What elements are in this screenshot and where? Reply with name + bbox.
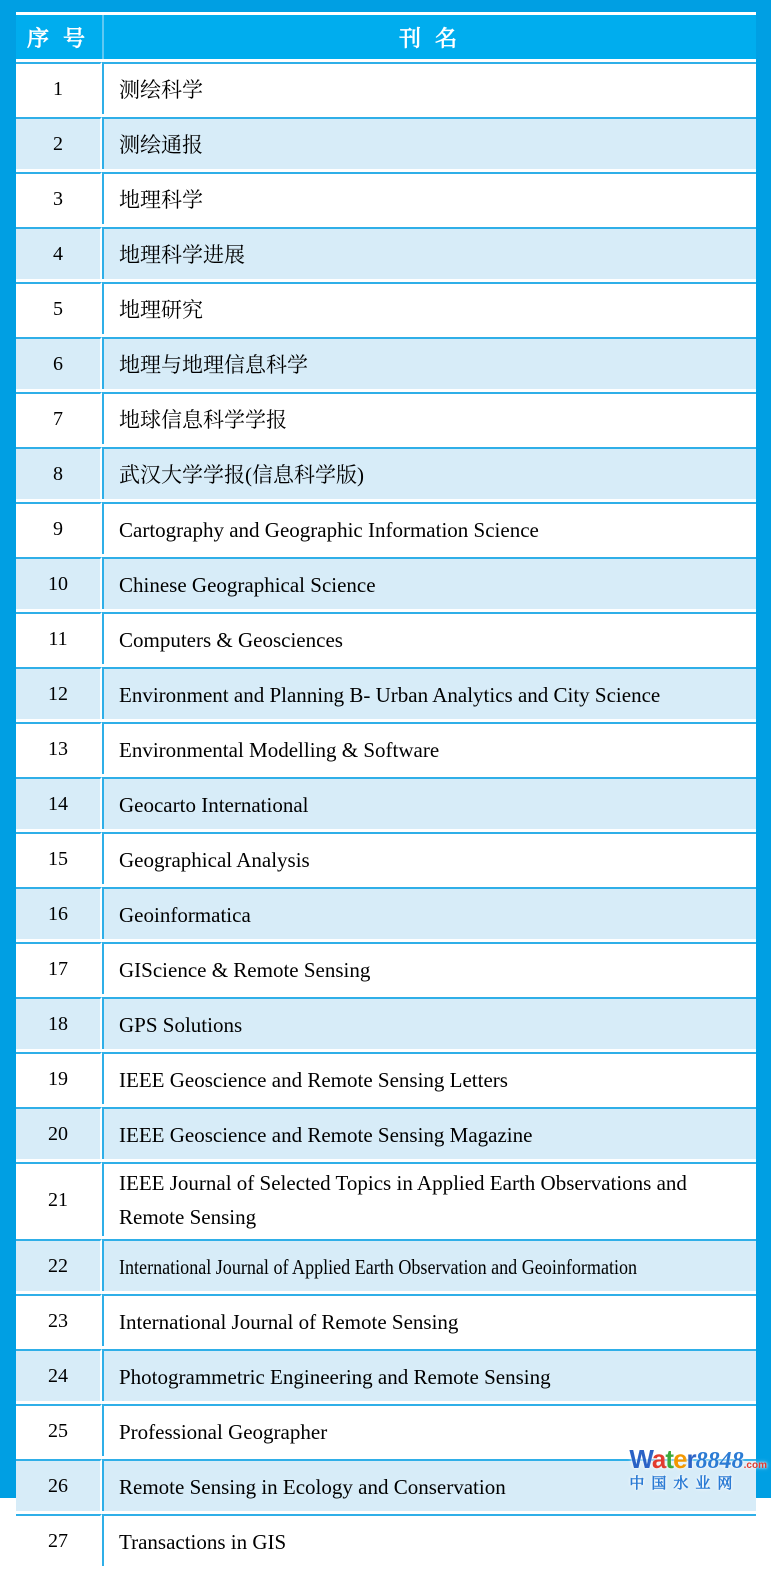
journal-name-text: Computers & Geosciences [119, 628, 343, 653]
table-row [16, 227, 756, 279]
journal-name-text: Environment and Planning B- Urban Analytics and City Science [119, 683, 661, 708]
watermark-number: 8848 [695, 1448, 744, 1474]
row-journal-name [102, 447, 756, 499]
journal-name-text: 测绘科学 [119, 78, 203, 103]
row-journal-name [102, 832, 756, 884]
watermark-brand-letter: a [651, 1444, 666, 1474]
row-journal-name [102, 282, 756, 334]
row-serial-number: 20 [16, 1107, 102, 1159]
row-serial-number: 12 [16, 667, 102, 719]
row-serial-number: 25 [16, 1404, 102, 1456]
journal-name-text: 测绘通报 [119, 133, 203, 158]
row-serial-number: 7 [16, 392, 102, 444]
row-journal-name [102, 942, 756, 994]
row-serial-number: 27 [16, 1514, 102, 1566]
table-row [16, 1052, 756, 1104]
journal-name-text: 地理科学 [119, 188, 203, 213]
table-row [16, 722, 756, 774]
row-serial-number: 8 [16, 447, 102, 499]
watermark-tld: .com [743, 1460, 767, 1471]
journal-name-text: Chinese Geographical Science [119, 573, 376, 598]
row-journal-name [102, 612, 756, 664]
table-row [16, 282, 756, 334]
table-header [16, 15, 756, 59]
table-row [16, 1162, 756, 1236]
row-journal-name [102, 1162, 756, 1236]
row-journal-name [102, 1294, 756, 1346]
row-serial-number: 17 [16, 942, 102, 994]
row-journal-name [102, 1349, 756, 1401]
table-row [16, 117, 756, 169]
row-serial-number: 23 [16, 1294, 102, 1346]
row-journal-name [102, 557, 756, 609]
table-row [16, 447, 756, 499]
journal-name-text: IEEE Geoscience and Remote Sensing Magazine [119, 1123, 533, 1148]
journal-name-text: International Journal of Applied Earth Observation and Geoinformation [119, 1255, 638, 1280]
row-serial-number: 21 [16, 1162, 102, 1236]
journal-name-text: GPS Solutions [119, 1013, 243, 1038]
row-serial-number: 2 [16, 117, 102, 169]
journal-name-text: Photogrammetric Engineering and Remote Sensing [119, 1365, 551, 1390]
journal-name-text: Cartography and Geographic Information Science [119, 518, 539, 543]
row-journal-name [102, 1514, 756, 1566]
watermark-subtitle: 中国水业网 [629, 1475, 740, 1492]
watermark-brand-line [629, 1446, 767, 1473]
header-serial-number: 序 号 [16, 15, 102, 59]
table-row [16, 392, 756, 444]
table-row [16, 1349, 756, 1401]
row-serial-number: 6 [16, 337, 102, 389]
table-row [16, 997, 756, 1049]
journal-name-text: Transactions in GIS [119, 1530, 287, 1555]
journal-name-text: 武汉大学学报(信息科学版) [119, 463, 364, 488]
row-serial-number: 18 [16, 997, 102, 1049]
row-journal-name [102, 172, 756, 224]
journal-name-text: Geographical Analysis [119, 848, 310, 873]
journal-name-text: IEEE Journal of Selected Topics in Applied Earth Observations and Remote Sensing [119, 1171, 687, 1229]
table-row [16, 1294, 756, 1346]
watermark-brand-word [629, 1444, 696, 1474]
row-serial-number: 11 [16, 612, 102, 664]
journal-name-text: Environmental Modelling & Software [119, 738, 440, 763]
journal-name-text: GIScience & Remote Sensing [119, 958, 371, 983]
row-journal-name [102, 117, 756, 169]
row-serial-number: 10 [16, 557, 102, 609]
table-row [16, 557, 756, 609]
table-row [16, 172, 756, 224]
table-row [16, 1239, 756, 1291]
row-serial-number: 26 [16, 1459, 102, 1511]
journal-name-text: Geoinformatica [119, 903, 251, 928]
journal-name-text: 地理科学进展 [119, 243, 245, 268]
table-row [16, 502, 756, 554]
table-row [16, 777, 756, 829]
journal-name-text: Geocarto International [119, 793, 309, 818]
row-journal-name [102, 1239, 756, 1291]
row-journal-name [102, 887, 756, 939]
row-serial-number: 14 [16, 777, 102, 829]
table-body [16, 62, 756, 1566]
row-serial-number: 3 [16, 172, 102, 224]
journal-name-text: IEEE Geoscience and Remote Sensing Letters [119, 1068, 508, 1093]
row-journal-name [102, 62, 756, 114]
journal-name-text: International Journal of Remote Sensing [119, 1310, 459, 1335]
row-serial-number: 4 [16, 227, 102, 279]
row-journal-name [102, 997, 756, 1049]
row-journal-name [102, 227, 756, 279]
journal-name-text: 地理研究 [119, 298, 203, 323]
row-serial-number: 13 [16, 722, 102, 774]
watermark-brand-letter: W [629, 1444, 652, 1474]
watermark-brand-letter: t [665, 1444, 674, 1474]
row-journal-name [102, 337, 756, 389]
row-journal-name [102, 502, 756, 554]
row-serial-number: 24 [16, 1349, 102, 1401]
table-row [16, 887, 756, 939]
watermark-logo [629, 1446, 767, 1491]
row-serial-number: 15 [16, 832, 102, 884]
row-serial-number: 19 [16, 1052, 102, 1104]
table-row [16, 62, 756, 114]
watermark-brand-letter: r [686, 1444, 696, 1474]
table-row [16, 1107, 756, 1159]
row-journal-name [102, 392, 756, 444]
row-serial-number: 22 [16, 1239, 102, 1291]
table-row [16, 667, 756, 719]
row-journal-name [102, 667, 756, 719]
row-journal-name [102, 1052, 756, 1104]
table-row [16, 942, 756, 994]
journal-table [16, 12, 756, 1569]
row-serial-number: 16 [16, 887, 102, 939]
row-serial-number: 9 [16, 502, 102, 554]
row-journal-name [102, 722, 756, 774]
table-row [16, 832, 756, 884]
table-row [16, 1514, 756, 1566]
journal-name-text: Professional Geographer [119, 1420, 328, 1445]
journal-name-text: 地理与地理信息科学 [119, 353, 308, 378]
row-serial-number: 5 [16, 282, 102, 334]
watermark-brand-letter: e [673, 1444, 687, 1474]
row-serial-number: 1 [16, 62, 102, 114]
table-row [16, 612, 756, 664]
header-journal-name: 刊 名 [102, 15, 756, 59]
row-journal-name [102, 777, 756, 829]
row-journal-name [102, 1107, 756, 1159]
journal-name-text: 地球信息科学学报 [119, 408, 287, 433]
table-row [16, 337, 756, 389]
journal-name-text: Remote Sensing in Ecology and Conservation [119, 1475, 506, 1500]
